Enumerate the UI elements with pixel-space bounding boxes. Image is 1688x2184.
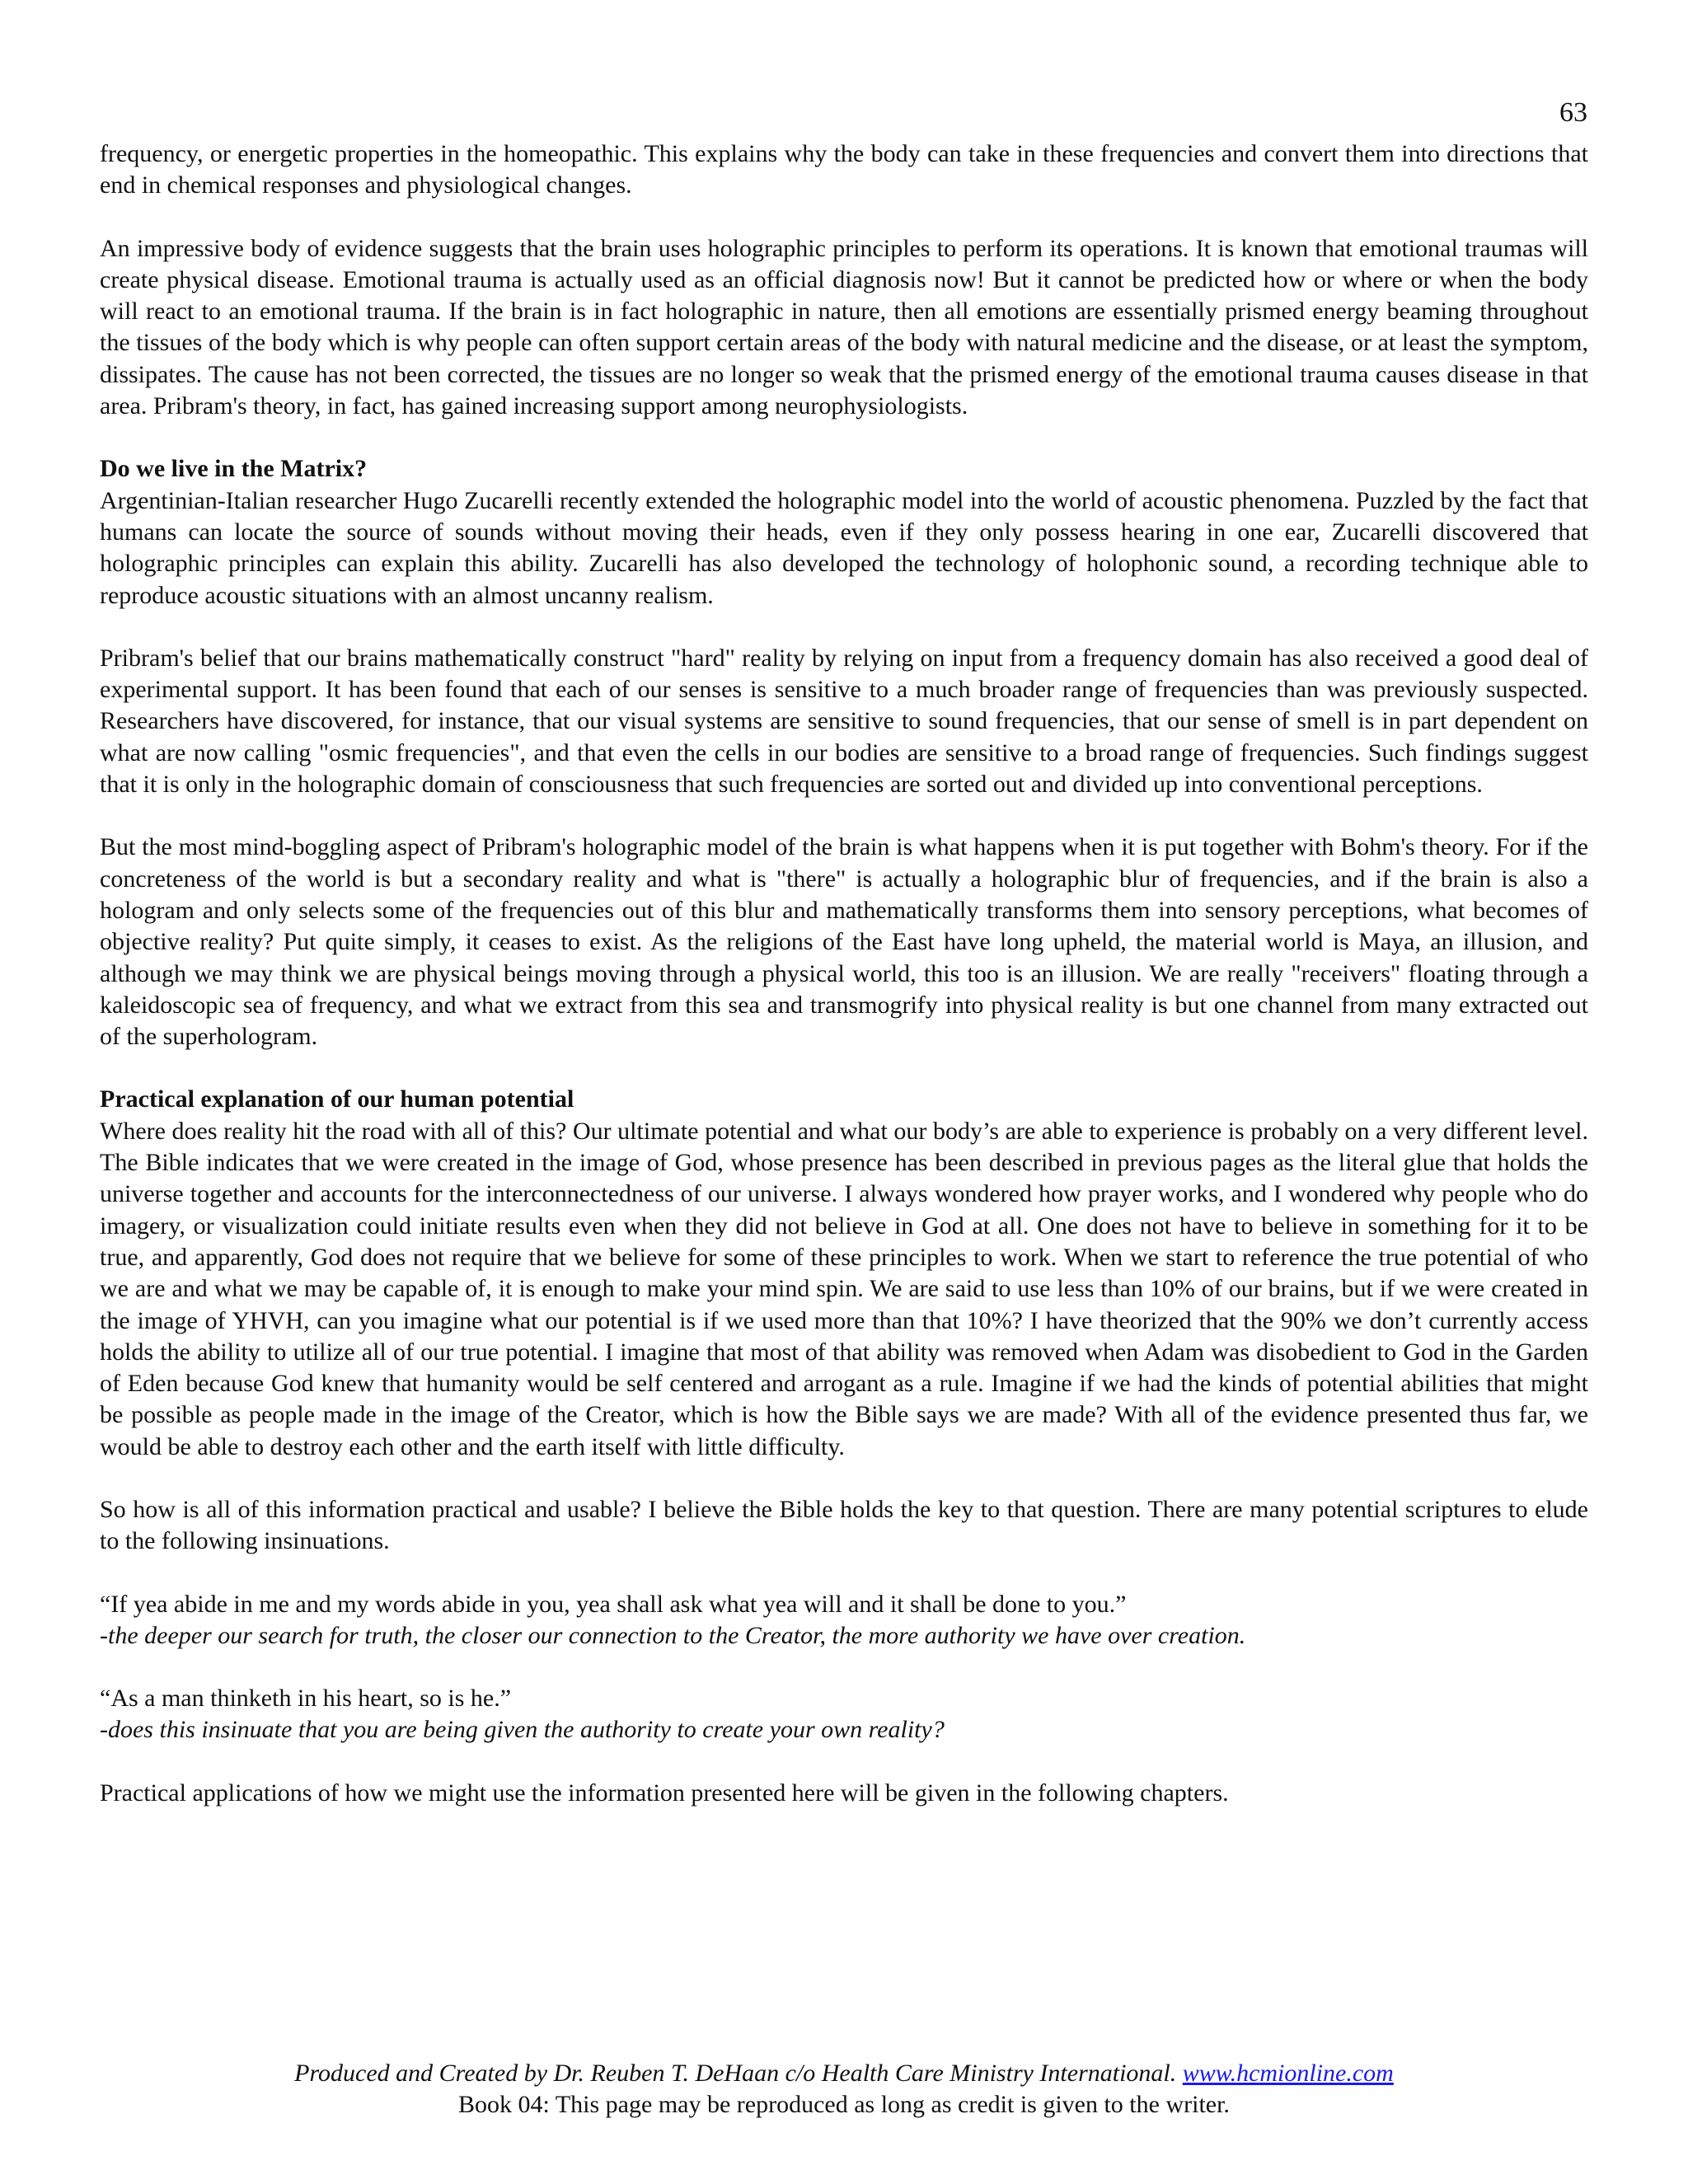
paragraph-holographic-frequencies: frequency, or energetic properties in the homeopathic. This explains why the body can take in these frequencies and convert them into directions that end in chemical responses and physiological changes.: [100, 140, 1588, 199]
footer-credit-line: [0, 2058, 1688, 2089]
paragraph-zucarelli-acoustic: Argentinian-Italian researcher Hugo Zucarelli recently extended the holographic model into the world of acoustic phenomena. Puzzled by the fact that humans can locate the source of sounds without moving their heads, even if they only possess hearing in one ear, Zucarelli discovered that holographic principles can explain this ability. Zucarelli has also developed the technology of holophonic sound, a recording technique able to reproduce acoustic situations with an almost uncanny realism.: [100, 486, 1588, 609]
scripture-quote-thinketh: “As a man thinketh in his heart, so is he.”: [100, 1685, 512, 1713]
paragraph-brain-holographic-principles: An impressive body of evidence suggests that the brain uses holographic principles to perform its operations. It is known that emotional traumas will create physical disease. Emotional trauma is actually used as an official diagnosis now! But it cannot be predicted how or where or when the body will react to an emotional trauma. If the brain is in fact holographic in nature, then all emotions are essentially prismed energy beaming throughout the tissues of the body which is why people can often support certain areas of the body with natural medicine and the disease, or at least the symptom, dissipates. The cause has not been corrected, the tissues are no longer so weak that the prismed energy of the emotional trauma causes disease in that area. Pribram's theory, in fact, has gained increasing support among neurophysiologists.: [100, 234, 1588, 420]
paragraph-human-potential: Where does reality hit the road with all of this? Our ultimate potential and what our body’s are able to experience is probably on a very different level. The Bible indicates that we were created in the image of God, whose presence has been described in previous pages as the literal glue that holds the universe together and accounts for the interconnectedness of our universe. I always wondered how prayer works, and I wondered why people who do imagery, or visualization could initiate results even when they did not believe in God at all. One does not have to believe in something for it to be true, and apparently, God does not require that we believe for some of these principles to work. When we start to reference the true potential of who we are and what we may be capable of, it is enough to make your mind spin. We are said to use less than 10% of our brains, but if we were created in the image of YHVH, can you imagine what our potential is if we used more than that 10%? I have theorized that the 90% we don’t currently access holds the ability to utilize all of our true potential. I imagine that most of that ability was removed when Adam was disobedient to God in the Garden of Eden because God knew that humanity would be self centered and arrogant as a rule. Imagine if we had the kinds of potential abilities that might be possible as people made in the image of the Creator, which is how the Bible says we are made? With all of the evidence presented thus far, we would be able to destroy each other and the earth itself with little difficulty.: [100, 1117, 1588, 1460]
page-footer: [0, 2058, 1688, 2121]
paragraph-practical-usable: So how is all of this information practical and usable? I believe the Bible holds the key to that question. There are many potential scriptures to elude to the following insinuations.: [100, 1495, 1588, 1555]
footer-reproduction-notice: Book 04: This page may be reproduced as long as credit is given to the writer.: [458, 2091, 1230, 2118]
page-number: 63: [1559, 97, 1587, 128]
heading-practical-explanation: Practical explanation of our human potential: [100, 1085, 574, 1113]
paragraph-pribram-frequency-domain: Pribram's belief that our brains mathematically construct "hard" reality by relying on input from a frequency domain has also received a good deal of experimental support. It has been found that each of our senses is sensitive to a much broader range of frequencies than was previously suspected. Researchers have discovered, for instance, that our visual systems are sensitive to sound frequencies, that our sense of smell is in part dependent on what are now calling "osmic frequencies", and that even the cells in our bodies are sensitive to a broad range of frequencies. Such findings suggest that it is only in the holographic domain of consciousness that such frequencies are sorted out and divided up into conventional perceptions.: [100, 644, 1588, 799]
quote-commentary-thinketh: -does this insinuate that you are being given the authority to create your own reality?: [100, 1716, 945, 1744]
quote-commentary-abide: -the deeper our search for truth, the closer our connection to the Creator, the more authority we have over creation.: [100, 1621, 1246, 1649]
paragraph-following-chapters: Practical applications of how we might use the information presented here will be given in the following chapters.: [100, 1779, 1229, 1807]
footer-credit-text: Produced and Created by Dr. Reuben T. DeHaan c/o Health Care Ministry International.: [294, 2060, 1177, 2087]
document-body: [100, 138, 1588, 1840]
paragraph-bohm-hologram: But the most mind-boggling aspect of Pribram's holographic model of the brain is what happens when it is put together with Bohm's theory. For if the concreteness of the world is but a secondary reality and what is "there" is actually a holographic blur of frequencies, and if the brain is also a hologram and only selects some of the frequencies out of this blur and mathematically transforms them into sensory perceptions, what becomes of objective reality? Put quite simply, it ceases to exist. As the religions of the East have long upheld, the material world is Maya, an illusion, and although we may think we are physical beings moving through a physical world, this too is an illusion. We are really "receivers" floating through a kaleidoscopic sea of frequency, and what we extract from this sea and transmogrify into physical reality is but one channel from many extracted out of the superhologram.: [100, 833, 1588, 1051]
footer-website-link[interactable]: www.hcmionline.com: [1182, 2060, 1394, 2087]
heading-do-we-live-in-matrix: Do we live in the Matrix?: [100, 455, 368, 483]
scripture-quote-abide: “If yea abide in me and my words abide in you, yea shall ask what yea will and it shall be done to you.”: [100, 1590, 1127, 1618]
